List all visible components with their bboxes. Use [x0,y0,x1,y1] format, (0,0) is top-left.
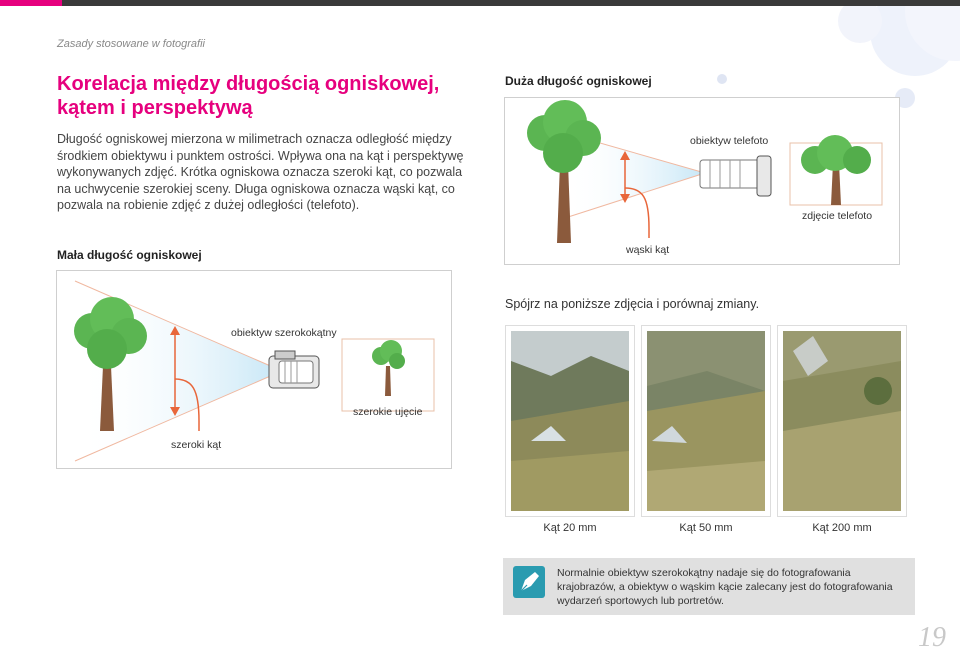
tip-text: Normalnie obiektyw szerokokątny nadaje się do fotografowania krajobrazów, a obiektyw o wąskim kącie zalecany jest do fotografowania wydarzeń sportowych lub portretów. [557,567,893,607]
wide-shot-label: szerokie ujęcie [353,406,423,418]
photo-50mm [641,325,771,517]
tip-box [503,558,915,615]
page-title-line1: Korelacja między długością ogniskowej, [57,73,440,95]
short-focal-diagram [56,270,452,469]
intro-paragraph: Długość ogniskowej mierzona w milimetrach oznacza odległość między środkiem obiektywu i punktem ostrości. Wpływa ona na kąt i perspektywę wykonywanych zdjęć. Krótka ogniskowa oznacza szeroki kąt, co pozwala na uchwycenie szerokiej sceny. Długa ogniskowa oznacza wąski kąt, co pozwala na robienie zdjęć z dużej odległości (telefoto). [57,132,464,212]
caption-20mm: Kąt 20 mm [543,522,597,534]
long-focal-illustration [505,98,899,264]
caption-200mm: Kąt 200 mm [812,522,872,534]
page-title [57,72,477,120]
landscape-photo-20mm [511,331,629,511]
long-focal-label: Duża długość ogniskowej [505,74,652,88]
pen-note-icon [513,566,545,598]
photo-200mm [777,325,907,517]
short-focal-illustration [57,271,451,468]
long-focal-diagram [504,97,900,265]
telephoto-shot-label: zdjęcie telefoto [802,210,873,222]
photo-20mm [505,325,635,517]
wide-lens-camera-icon [269,351,319,388]
top-bar-accent [0,0,62,6]
telephoto-lens-label: obiektyw telefoto [690,135,769,147]
landscape-photo-200mm [783,331,901,511]
compare-instruction: Spójrz na poniższe zdjęcia i porównaj zmiany. [505,297,760,311]
page-title-line2: kątem i perspektywą [57,97,253,119]
page-number: 19 [918,622,946,653]
section-header: Zasady stosowane w fotografii [57,38,205,50]
short-focal-label: Mała długość ogniskowej [57,248,202,262]
caption-50mm: Kąt 50 mm [679,522,733,534]
wide-angle-label: szeroki kąt [171,439,222,451]
wide-lens-label: obiektyw szerokokątny [231,327,337,339]
landscape-photo-50mm [647,331,765,511]
telephoto-camera-icon [700,156,771,196]
narrow-angle-label: wąski kąt [626,244,670,256]
